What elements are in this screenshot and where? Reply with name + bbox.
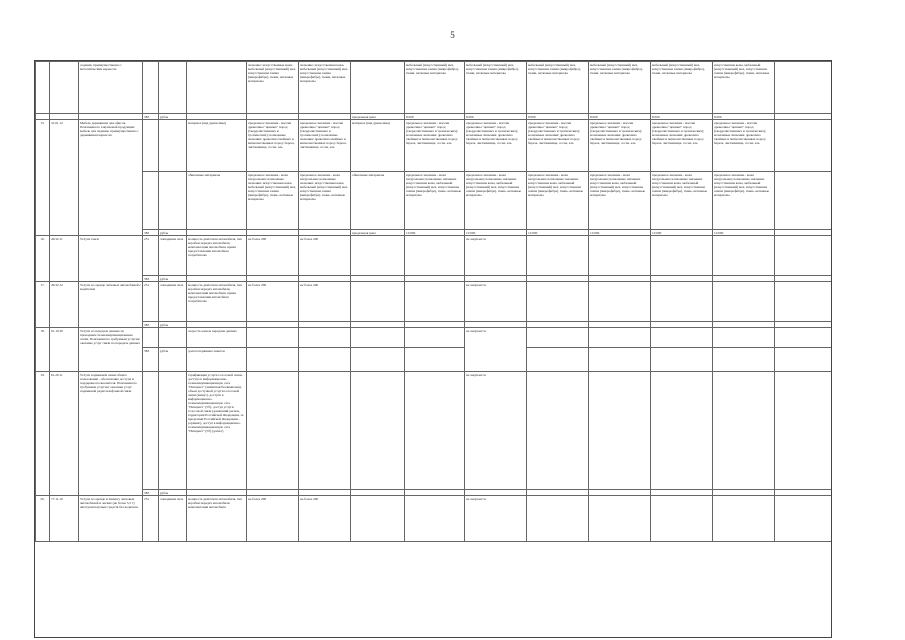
unit-code-cell: 251 [143, 282, 159, 322]
table-cell: мебельный (искусственный) мех, искусственная замша (микрофибра), ткани, нетканые материалы [527, 62, 589, 114]
row-number-cell: 19. [36, 372, 50, 496]
table-cell [713, 372, 775, 490]
value-cell: предельное значение - массив древесины "ценных" пород (твердолиственных и тропических); возможные значения: древесина хвойных и мягколиственных пород: береза, лиственница, сосна, ель [589, 120, 651, 172]
table-cell [159, 120, 187, 172]
table-cell: мебельный (искусственный) мех, искусственная замша (микрофибра), ткани, нетканые материалы [651, 62, 713, 114]
table-cell [299, 348, 351, 372]
table-cell [143, 62, 159, 114]
unit-name-cell: рубль [159, 230, 187, 236]
table-cell [351, 236, 405, 276]
value-cell: предельное значение - кожа натуральная; возможные значения: искусственная кожа, мебельный (искусственный) мех, искусственная замша (микрофибра), ткань, нетканые материалы [713, 172, 775, 230]
table-row [36, 348, 833, 372]
row-number-cell: 18. [36, 328, 50, 372]
value-cell: предельное значение - массив древесины "ценных" пород (твердолиственных и тропических); возможные значения: древесина хвойных и мягколиственных пород: береза, лиственница, сосна, ель [299, 120, 351, 172]
table-cell [589, 236, 651, 276]
table-cell [405, 496, 465, 542]
product-name-cell: седения, преимущественно с металлическим каркасом [79, 62, 143, 114]
value-cell: предельное значение - кожа натуральная; возможные значения: искусственная кожа, мебельный (искусственный) мех, искусственная замша (микрофибра), ткань, нетканые материалы [651, 172, 713, 230]
table-cell [187, 62, 247, 114]
table-cell: значение: искусственная кожа, мебельный (искусственный) мех, искусственная замша (микрофибра), ткани, нетканые материалы [299, 62, 351, 114]
not-purchased-cell: не закупается [465, 328, 527, 372]
table-cell [713, 236, 775, 276]
table-cell [299, 328, 351, 348]
value-cell: предельное значение - массив древесины "ценных" пород (твердолиственных и тропических); возможные значения: древесина хвойных и мягколиственных пород: береза, лиственница, сосна, ель [713, 120, 775, 172]
table-cell [775, 328, 833, 348]
price-cell: 8 000 [713, 114, 775, 120]
price-cell: 8 000 [465, 114, 527, 120]
table-cell: предельная цена [351, 230, 405, 236]
value-cell: предельное значение - кожа натуральная; возможные значения: искусственная кожа, мебельный (искусственный) мех, искусственная замша (микрофибра), ткань, нетканые материалы [589, 172, 651, 230]
value-cell: предельное значение - кожа натуральная; возможные значения: искусственная кожа, мебельный (искусственный) мех, искусственная замша (микрофибра), ткань, нетканые материалы [405, 172, 465, 230]
value-cell: предельное значение - кожа натуральная; возможные значения: искусственная кожа, мебельный (искусственный) мех, искусственная замша (микрофибра), ткань, нетканые материалы [247, 172, 299, 230]
table-cell [775, 348, 833, 372]
table-cell [159, 172, 187, 230]
table-cell: мебельный (искусственный) мех, искусственная замша (микрофибра), ткани, нетканые материалы [589, 62, 651, 114]
product-name-cell: Услуги по аренде легковых автомобилей с водителем [79, 282, 143, 328]
row-number-cell: 17. [36, 282, 50, 328]
row-number-cell: 15. [36, 120, 50, 236]
value-cell: не более 200 [299, 236, 351, 276]
table-cell [351, 372, 405, 490]
table-cell [299, 372, 351, 490]
unit-code-cell: 251 [143, 496, 159, 542]
table-cell [405, 348, 465, 372]
table-cell [50, 62, 79, 114]
property-cell: материал (вид древесины) [351, 120, 405, 172]
unit-name-cell: рубль [159, 276, 187, 282]
property-cell: тарификация услуги голосовой связи, доступа в информационно-телекоммуникационную сеть "Интернет" (лимитная/безлимитная), объем доступной услуги голосовой связи (минут), доступа в информационно-телекоммуникационную сеть "Интернет" (Гб), доступ услуги голосовой связи (домашний регион, территория Российской Федерации, за пределами Российской Федерации - роуминг), доступ в информационно-телекоммуникационную сеть "Интернет" (Гб) (да/нет) [187, 372, 247, 490]
table-cell [589, 496, 651, 542]
product-name-cell: Мебель деревянная для офисов. Пояснения по закупаемой продукции: мебель для сидения, преимущественно с деревянным каркасом [79, 120, 143, 236]
table-cell [36, 62, 50, 114]
value-cell: предельное значение - массив древесины "ценных" пород (твердолиственных и тропических); возможные значения: древесина хвойных и мягколиственных пород: береза, лиственница, сосна, ель [527, 120, 589, 172]
price-cell: 10 000 [527, 230, 589, 236]
property-cell: обивочные материалы [351, 172, 405, 230]
table-row [36, 236, 833, 276]
product-name-cell: Услуги по передаче данных по проводным телекоммуникационным сетям. Пояснения по требуемым услугам: оказание услуг связи по передаче данных [79, 328, 143, 372]
property-cell: материал (вид древесины) [187, 120, 247, 172]
property-cell: скорость канала передачи данных [187, 328, 247, 348]
value-cell: не более 200 [299, 282, 351, 322]
property-cell: мощность двигателя автомобиля, тип коробки передач автомобиля, комплектация автомобиля, время предоставления автомобиля потребителю [187, 282, 247, 322]
procurement-requirements-table [35, 61, 832, 542]
table-cell [713, 348, 775, 372]
unit-name-cell: лошадиная сила [159, 496, 187, 542]
unit-code-cell: 383 [143, 322, 159, 328]
row-number-cell: 20. [36, 496, 50, 542]
table-cell [527, 372, 589, 490]
okpd-code-cell: 31.01.12 [50, 120, 79, 236]
value-cell: предельное значение - массив древесины "ценных" пород (твердолиственных и тропических); возможные значения: древесина хвойных и мягколиственных пород: береза, лиственница, сосна, ель [247, 120, 299, 172]
price-cell: 8 000 [527, 114, 589, 120]
table-cell [651, 328, 713, 348]
value-cell: предельное значение - массив древесины "ценных" пород (твердолиственных и тропических); возможные значения: древесина хвойных и мягколиственных пород: береза, лиственница, сосна, ель [405, 120, 465, 172]
table-row [36, 62, 833, 114]
table-cell [159, 372, 187, 490]
unit-name-cell: лошадиная сила [159, 282, 187, 322]
value-cell: не более 200 [247, 236, 299, 276]
table-cell [247, 328, 299, 348]
table-cell [775, 372, 833, 490]
unit-name-cell: рубль [159, 322, 187, 328]
row-number-cell: 16. [36, 236, 50, 282]
price-cell: 8 000 [405, 114, 465, 120]
okpd-code-cell: 77.11.10 [50, 496, 79, 542]
table-cell [775, 62, 833, 114]
table-row [36, 328, 833, 348]
table-cell [527, 496, 589, 542]
value-cell: предельное значение - кожа натуральная; возможные значения: искусственная кожа, мебельный (искусственный) мех, искусственная замша (микрофибра), ткань, нетканые материалы [299, 172, 351, 230]
unit-code-cell: 383 [143, 348, 159, 372]
price-cell: 10 000 [465, 230, 527, 236]
product-name-cell: Услуги по аренде и лизингу легковых автомобилей и легких (не более 3,5 т) автотранспортных средств без водителя. [79, 496, 143, 542]
table-cell [405, 328, 465, 348]
table-cell [527, 236, 589, 276]
table-cell: мебельный (искусственный) мех, искусственная замша (микрофибра), ткани, нетканые материалы [465, 62, 527, 114]
table-cell [589, 282, 651, 322]
table-cell [651, 348, 713, 372]
price-cell: 8 000 [589, 114, 651, 120]
product-name-cell: Услуги подвижной связи общего пользования - обеспечение доступа и поддержка пользователя. Пояснения по требуемым услугам: оказание услуг подвижной радиотелефонной связи [79, 372, 143, 496]
price-cell: 10 000 [651, 230, 713, 236]
unit-name-cell: лошадиная сила [159, 236, 187, 276]
table-cell [651, 372, 713, 490]
table-cell [589, 328, 651, 348]
table-cell [143, 328, 159, 348]
table-cell [527, 328, 589, 348]
page-number: 5 [450, 30, 455, 40]
table-cell [351, 348, 405, 372]
table-cell [775, 282, 833, 322]
unit-code-cell: 251 [143, 236, 159, 276]
price-cell: 10 000 [713, 230, 775, 236]
table-cell [351, 62, 405, 114]
unit-code-cell: 383 [143, 276, 159, 282]
unit-code-cell: 383 [143, 490, 159, 496]
table-cell: значение: искусственные кожа, мебельный (искусственный) мех, искусственная замша (микрофибра), ткани, нетканые материалы [247, 62, 299, 114]
table-cell [651, 282, 713, 322]
value-cell: не более 200 [299, 496, 351, 542]
okpd-code-cell: 61.20.11 [50, 372, 79, 496]
unit-name-cell: рубль [159, 114, 187, 120]
table-cell [713, 496, 775, 542]
not-purchased-cell: не закупается [465, 236, 527, 276]
table-cell [775, 236, 833, 276]
okpd-code-cell: 49.32.11 [50, 236, 79, 282]
okpd-code-cell: 61.10.30 [50, 328, 79, 372]
table-cell [527, 282, 589, 322]
table-cell: предельная цена [351, 114, 405, 120]
table-row [36, 496, 833, 542]
table-cell [713, 328, 775, 348]
table-row [36, 282, 833, 322]
table-cell [651, 496, 713, 542]
table-cell [143, 120, 159, 172]
table-cell [405, 372, 465, 490]
table-cell [651, 236, 713, 276]
table-cell: мебельный (искусственный) мех, искусственная замша (микрофибра), ткани, нетканые материалы [405, 62, 465, 114]
price-cell: 10 000 [405, 230, 465, 236]
not-purchased-cell: не закупается [465, 496, 527, 542]
table-cell: искусственная кожа, мебельный (искусственный) мех, искусственная замша (микрофибра), ткани, нетканые материалы [713, 62, 775, 114]
table-row [36, 120, 833, 172]
price-cell: 8 000 [651, 114, 713, 120]
unit-code-cell: 383 [143, 230, 159, 236]
table-cell [143, 172, 159, 230]
table-cell [775, 496, 833, 542]
not-purchased-cell: не закупается [465, 282, 527, 322]
value-cell: не более 200 [247, 496, 299, 542]
unit-code-cell: 383 [143, 114, 159, 120]
value-cell: предельное значение - массив древесины "ценных" пород (твердолиственных и тропических); возможные значения: древесина хвойных и мягколиственных пород: береза, лиственница, сосна, ель [651, 120, 713, 172]
property-cell: обивочные материалы [187, 172, 247, 230]
table-cell [159, 328, 187, 348]
table-cell [589, 348, 651, 372]
table-cell [405, 282, 465, 322]
table-cell [405, 236, 465, 276]
property-cell: мощность двигателя автомобиля, тип коробки передач автомобиля, комплектация автомобиля [187, 496, 247, 542]
property-cell: доля потерянных пакетов [187, 348, 247, 372]
unit-name-cell: рубль [159, 490, 187, 496]
okpd-code-cell: 49.32.12 [50, 282, 79, 328]
table-cell [351, 328, 405, 348]
table-cell [351, 496, 405, 542]
table-cell [159, 62, 187, 114]
not-purchased-cell: не закупается [465, 372, 527, 490]
table-row [36, 172, 833, 230]
table-cell [247, 348, 299, 372]
unit-name-cell: рубль [159, 348, 187, 372]
value-cell: не более 200 [247, 282, 299, 322]
table-cell [143, 372, 159, 490]
procurement-table-sheet [34, 60, 832, 638]
value-cell: предельное значение - кожа натуральная; возможные значения: искусственная кожа, мебельный (искусственный) мех, искусственная замша (микрофибра), ткань, нетканые материалы [527, 172, 589, 230]
table-cell [351, 282, 405, 322]
table-cell [775, 120, 833, 172]
table-cell [247, 372, 299, 490]
property-cell: мощность двигателя автомобиля, тип коробки передач автомобиля, комплектация автомобиля, время предоставления автомобиля потребителю [187, 236, 247, 276]
price-cell: 10 000 [589, 230, 651, 236]
table-cell [713, 282, 775, 322]
table-cell [775, 172, 833, 230]
table-cell [527, 348, 589, 372]
table-cell [589, 372, 651, 490]
product-name-cell: Услуги такси [79, 236, 143, 282]
table-row [36, 372, 833, 490]
value-cell: предельное значение - кожа натуральная; возможные значения: искусственная кожа, мебельный (искусственный) мех, искусственная замша (микрофибра), ткань, нетканые материалы [465, 172, 527, 230]
value-cell: предельное значение - массив древесины "ценных" пород (твердолиственных и тропических); возможные значения: древесина хвойных и мягколиственных пород: береза, лиственница, сосна, ель [465, 120, 527, 172]
